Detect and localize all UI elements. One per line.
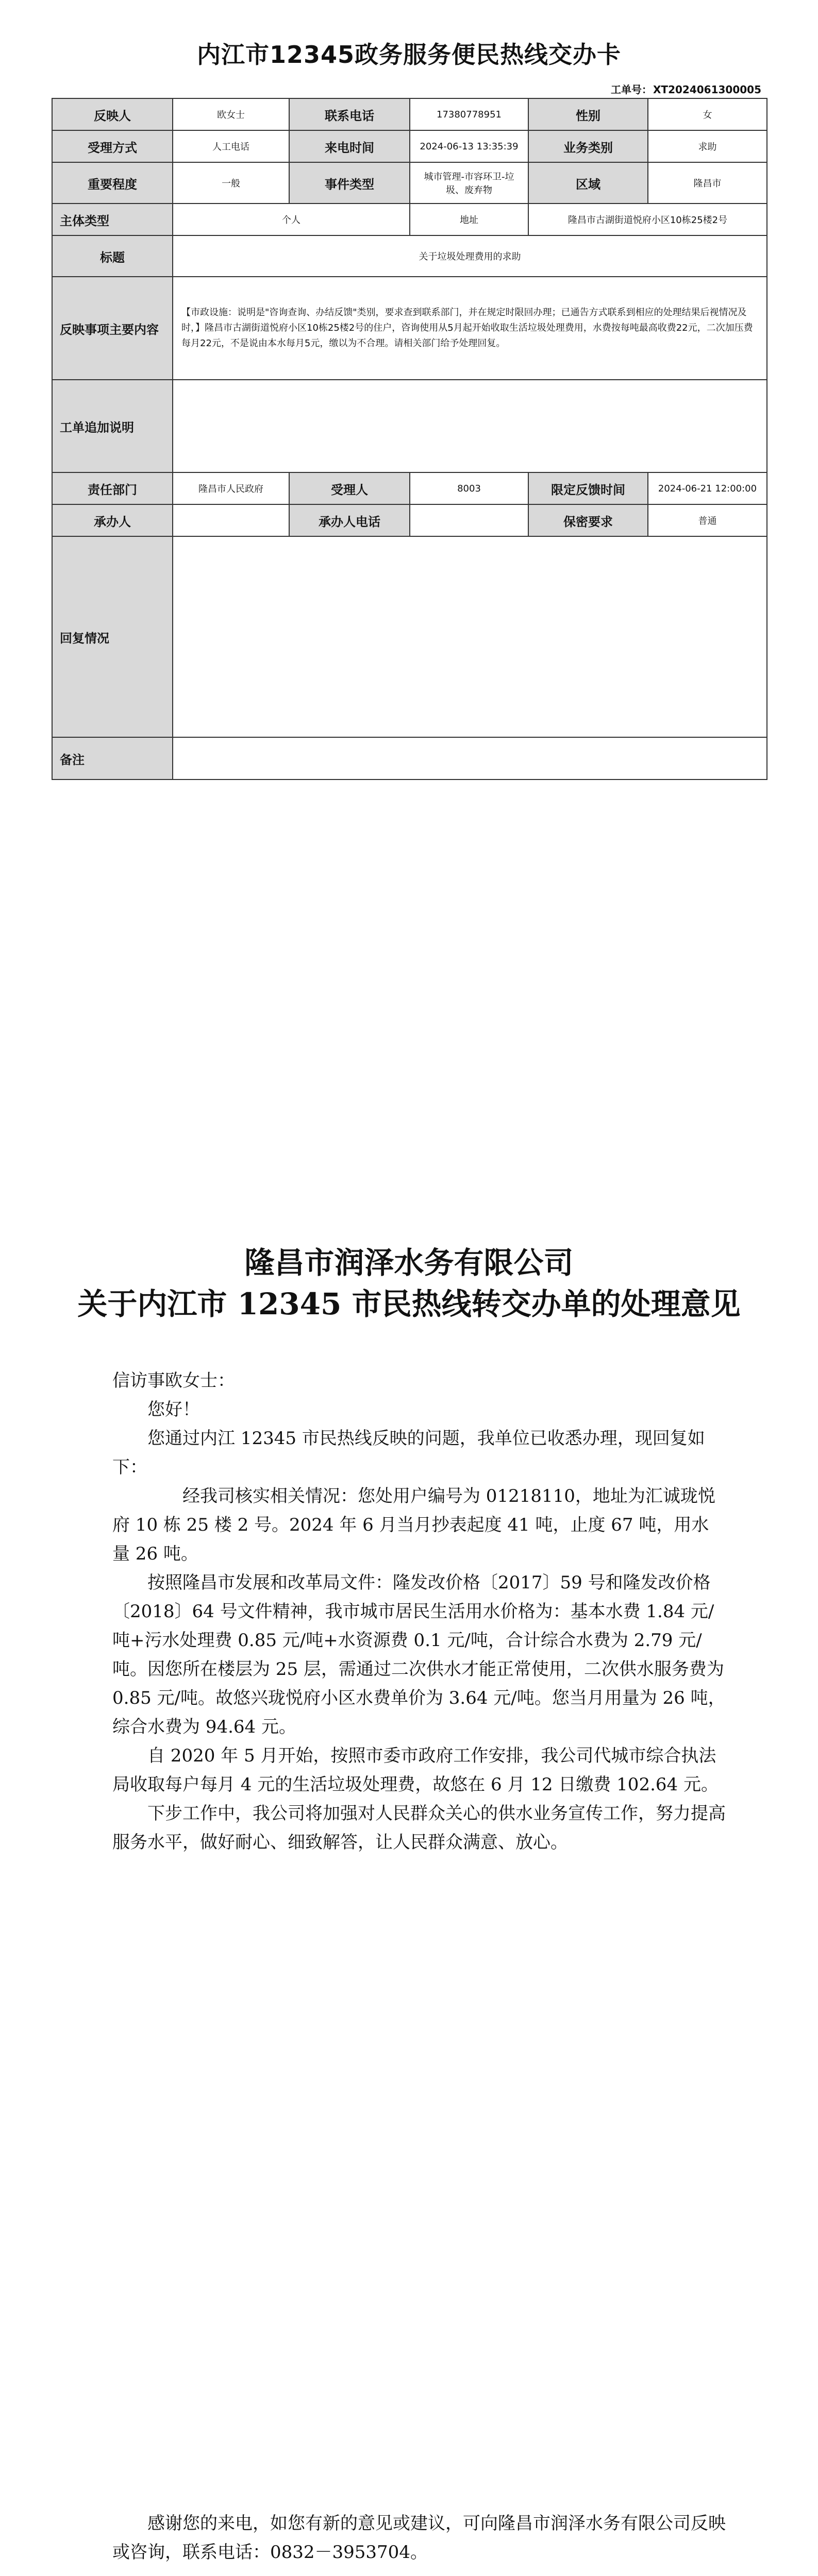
work-order-label: 工单号： bbox=[611, 83, 653, 96]
table-row bbox=[52, 472, 767, 504]
paragraph-verification: 经我司核实相关情况：您处用户编号为 01218110，地址为汇诚珑悦府 10 栋 25 楼 2 号。2024 年 6 月当月抄表起度 41 吨，止度 67 吨，用水量 26 吨。 bbox=[112, 1486, 715, 1564]
topic-label: 标题 bbox=[52, 235, 173, 277]
paragraph-pricing: 按照隆昌市发展和改革局文件：隆发改价格〔2017〕59 号和隆发改价格〔2018〕64 号文件精神，我市城市居民生活用水价格为：基本水费 1.84 元/吨+污水处理费 0.85 元/吨+水资源费 0.1 元/吨，合计综合水费为 2.79 元/吨。因您所在楼层为 25 层，需通过二次供水才能正常使用，二次供水服务费为 0.85 元/吨。故悠兴珑悦府小区水费单价为 3.64 元/吨。您当月用量为 26 吨，综合水费为 94.64 元。 bbox=[112, 1572, 726, 1737]
gender-value: 女 bbox=[648, 98, 767, 130]
reporter-label: 反映人 bbox=[52, 98, 173, 130]
table-row bbox=[52, 277, 767, 380]
card-title: 内江市12345政务服务便民热线交办卡 bbox=[196, 41, 622, 69]
table-row bbox=[52, 204, 767, 235]
event-type-value: 城市管理-市容环卫-垃圾、废弃物 bbox=[410, 162, 528, 204]
phone-value: 17380778951 bbox=[410, 98, 528, 130]
subject-type-label: 主体类型 bbox=[52, 204, 173, 235]
deadline-value: 2024-06-21 12:00:00 bbox=[648, 472, 767, 504]
handler-value bbox=[173, 504, 289, 536]
secrecy-value: 普通 bbox=[648, 504, 767, 536]
table-row bbox=[52, 130, 767, 162]
business-type-value: 求助 bbox=[648, 130, 767, 162]
table-row bbox=[52, 380, 767, 472]
reply-body bbox=[112, 1366, 726, 1857]
table-row bbox=[52, 98, 767, 130]
closing-paragraph: 感谢您的来电，如您有新的意见或建议，可向隆昌市润泽水务有限公司反映或咨询，联系电话：0832－3953704。 bbox=[112, 2513, 726, 2563]
handler-phone-value bbox=[410, 504, 528, 536]
call-time-value: 2024-06-13 13:35:39 bbox=[410, 130, 528, 162]
responsible-unit-label: 责任部门 bbox=[52, 472, 173, 504]
extra-note-label: 工单追加说明 bbox=[52, 380, 173, 472]
secrecy-label: 保密要求 bbox=[528, 504, 648, 536]
region-value: 隆昌市 bbox=[648, 162, 767, 204]
reply-title-company: 隆昌市润泽水务有限公司 bbox=[244, 1245, 574, 1280]
paragraph-garbage-fee: 自 2020 年 5 月开始，按照市委市政府工作安排，我公司代城市综合执法局收取每户每月 4 元的生活垃圾处理费，故悠在 6 月 12 日缴费 102.64 元。 bbox=[112, 1745, 719, 1795]
handover-card-table bbox=[52, 98, 767, 780]
reply-status-value bbox=[173, 536, 767, 737]
subject-type-value: 个人 bbox=[173, 204, 410, 235]
handler-phone-label: 承办人电话 bbox=[289, 504, 410, 536]
urgency-label: 重要程度 bbox=[52, 162, 173, 204]
address-label: 地址 bbox=[410, 204, 528, 235]
business-type-label: 业务类别 bbox=[528, 130, 648, 162]
table-row bbox=[52, 504, 767, 536]
region-label: 区域 bbox=[528, 162, 648, 204]
paragraph-intro: 您通过内江 12345 市民热线反映的问题，我单位已收悉办理，现回复如下： bbox=[112, 1428, 705, 1478]
reply-title-subject: 关于内江市 12345 市民热线转交办单的处理意见 bbox=[77, 1286, 741, 1321]
salutation: 信访事欧女士： bbox=[112, 1370, 235, 1391]
table-row bbox=[52, 536, 767, 737]
accept-method-label: 受理方式 bbox=[52, 130, 173, 162]
table-row bbox=[52, 162, 767, 204]
responsible-unit-value: 隆昌市人民政府 bbox=[173, 472, 289, 504]
phone-label: 联系电话 bbox=[289, 98, 410, 130]
acceptor-label: 受理人 bbox=[289, 472, 410, 504]
handler-label: 承办人 bbox=[52, 504, 173, 536]
extra-note-value bbox=[173, 380, 767, 472]
content-label: 反映事项主要内容 bbox=[52, 277, 173, 380]
remark-value bbox=[173, 737, 767, 779]
urgency-value: 一般 bbox=[173, 162, 289, 204]
paragraph-next-steps: 下步工作中，我公司将加强对人民群众关心的供水业务宣传工作，努力提高服务水平，做好耐心、细致解答，让人民群众满意、放心。 bbox=[112, 1803, 726, 1853]
acceptor-value: 8003 bbox=[410, 472, 528, 504]
topic-value: 关于垃圾处理费用的求助 bbox=[173, 235, 767, 277]
closing-block bbox=[112, 2509, 726, 2567]
deadline-label: 限定反馈时间 bbox=[528, 472, 648, 504]
reply-status-label: 回复情况 bbox=[52, 536, 173, 737]
reporter-value: 欧女士 bbox=[173, 98, 289, 130]
table-row bbox=[52, 737, 767, 779]
address-value: 隆昌市古湖街道悦府小区10栋25楼2号 bbox=[528, 204, 767, 235]
table-row bbox=[52, 235, 767, 277]
event-type-label: 事件类型 bbox=[289, 162, 410, 204]
remark-label: 备注 bbox=[52, 737, 173, 779]
work-order-value: XT2024061300005 bbox=[653, 83, 761, 96]
gender-label: 性别 bbox=[528, 98, 648, 130]
call-time-label: 来电时间 bbox=[289, 130, 410, 162]
accept-method-value: 人工电话 bbox=[173, 130, 289, 162]
work-order-number bbox=[611, 81, 761, 96]
greeting: 您好！ bbox=[147, 1399, 200, 1420]
content-value: 【市政设施：说明是"咨询查询、办结反馈"类别，要求查到联系部门，并在规定时限回办理；已通告方式联系到相应的处理结果后视情况及时，】隆昌市古湖街道悦府小区10栋25楼2号的住户，咨询使用从5月起开始收取生活垃圾处理费用，水费按每吨最高收费22元，二次加压费每月22元，不是说由本水每月5元，缴以为不合理。请相关部门给予处理回复。 bbox=[173, 277, 767, 380]
